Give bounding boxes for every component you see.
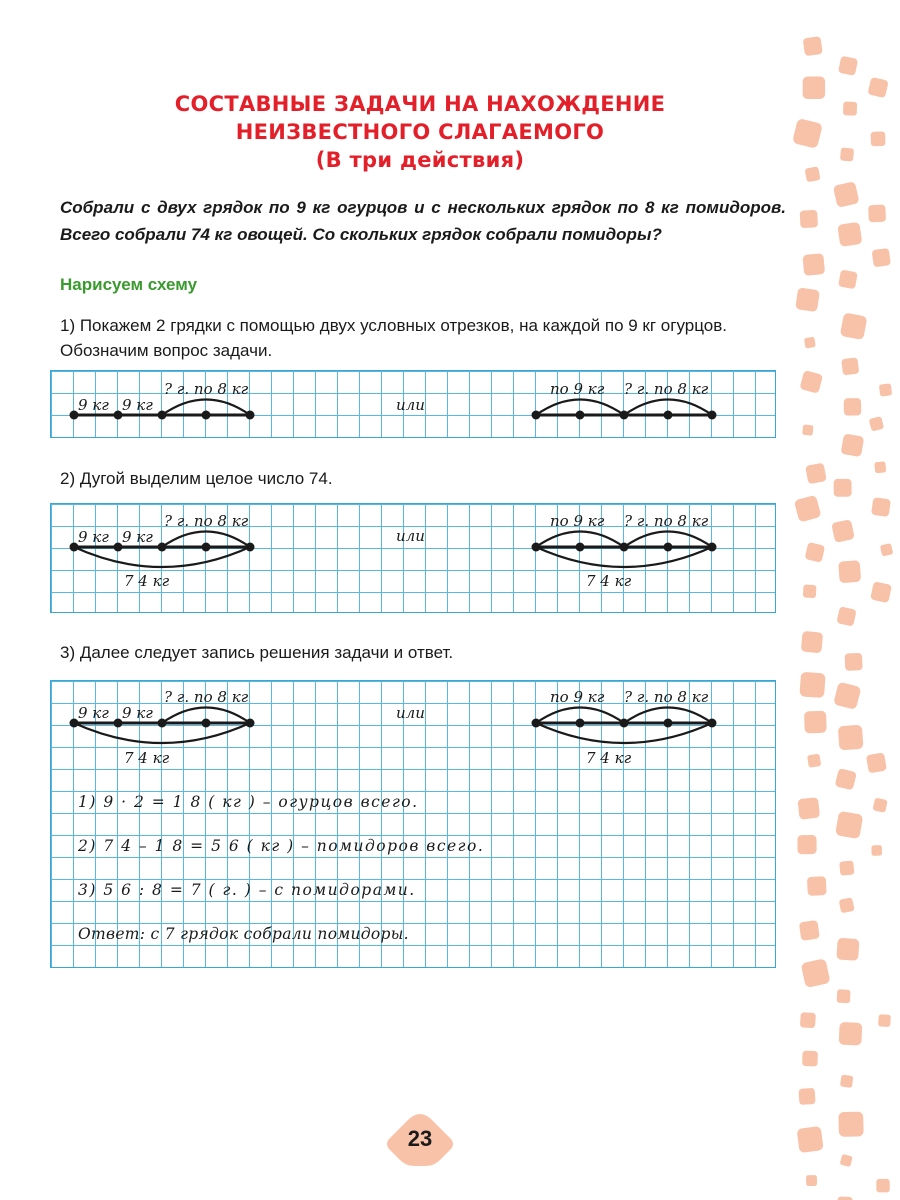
decoration-tile (834, 479, 852, 497)
page-title-line-1: СОСТАВНЫЕ ЗАДАЧИ НА НАХОЖДЕНИЕ (174, 92, 666, 116)
diagram-1 (50, 370, 776, 438)
label-9kg-a: 9 кг (78, 528, 109, 546)
decoration-tile (869, 416, 884, 431)
decoration-tile (838, 56, 858, 76)
decoration-tile (795, 287, 820, 312)
label-po-9kg: по 9 кг (550, 512, 605, 530)
decoration-tile (797, 835, 816, 854)
decoration-tile (801, 631, 823, 653)
decoration-tile (833, 181, 860, 208)
decoration-tile (838, 1112, 863, 1137)
decoration-tile (798, 1088, 815, 1105)
decoration-tile (801, 958, 831, 988)
page-number-badge (380, 1108, 460, 1178)
diagram-2 (50, 503, 776, 613)
decoration-tile (872, 248, 891, 267)
label-9kg-a: 9 кг (78, 396, 109, 414)
label-right-question: ? г. по 8 кг (624, 688, 709, 706)
decoration-tile (792, 118, 823, 149)
step-3-text: 3) Далее следует запись решения задачи и ответ. (60, 643, 454, 662)
decoration-tile (835, 768, 857, 790)
decoration-tile (845, 653, 863, 671)
decoration-tile (807, 754, 821, 768)
label-total-right: 7 4 кг (586, 572, 632, 590)
label-total: 7 4 кг (124, 749, 170, 767)
decoration-tile (871, 131, 886, 146)
label-right-question: ? г. по 8 кг (624, 380, 709, 398)
decoration-tile (837, 222, 862, 247)
side-decoration (790, 0, 900, 1200)
decoration-tile (799, 370, 823, 394)
label-question: ? г. по 8 кг (164, 512, 249, 530)
decoration-tile (876, 1179, 890, 1193)
decoration-tile (841, 357, 859, 375)
decoration-tile (836, 606, 856, 626)
decoration-tile (837, 989, 851, 1003)
decoration-tile (800, 210, 818, 228)
decoration-tile (843, 101, 857, 115)
decoration-tile (844, 398, 862, 416)
decoration-tile (838, 725, 864, 751)
decoration-tile (839, 897, 855, 913)
decoration-tile (804, 337, 816, 349)
decoration-tile (802, 424, 813, 435)
decoration-tile (794, 495, 822, 523)
page-title-line-2: НЕИЗВЕСТНОГО СЛАГАЕМОГО (235, 120, 605, 144)
decoration-tile (803, 77, 826, 100)
label-question: ? г. по 8 кг (164, 380, 249, 398)
decoration-tile (805, 542, 826, 563)
decoration-tile (841, 433, 865, 457)
decoration-tile (805, 166, 821, 182)
decoration-tile (868, 204, 886, 222)
decoration-tile (800, 1012, 816, 1028)
decoration-tile (879, 383, 892, 396)
decoration-tile (806, 1175, 817, 1186)
decoration-tile (840, 1154, 853, 1167)
step-1-text: 1) Покажем 2 грядки с помощью двух условных отрезков, на каждой по 9 кг огурцов. Обозначим вопрос задачи. (60, 316, 727, 360)
decoration-tile (840, 147, 854, 161)
decoration-tile (803, 36, 823, 56)
decoration-tile (873, 798, 888, 813)
decoration-tile (874, 461, 886, 473)
decoration-tile (805, 463, 827, 485)
decoration-tile (802, 253, 825, 276)
solution-line-2: 2) 7 4 – 1 8 = 5 6 ( кг ) – помидоров всего. (78, 837, 485, 855)
label-or: или (396, 704, 425, 722)
decoration-tile (871, 845, 882, 856)
decoration-tile (799, 920, 820, 941)
decoration-tile (838, 560, 861, 583)
step-2-text: 2) Дугой выделим целое число 74. (60, 469, 333, 488)
decoration-tile (878, 1014, 891, 1027)
decoration-tile (803, 584, 817, 598)
decoration-tile (867, 77, 888, 98)
label-total-right: 7 4 кг (586, 749, 632, 767)
decoration-tile (831, 519, 855, 543)
label-right-question: ? г. по 8 кг (624, 512, 709, 530)
label-9kg-b: 9 кг (122, 396, 153, 414)
solution-line-3: 3) 5 6 : 8 = 7 ( г. ) – с помидорами. (78, 881, 416, 899)
label-9kg-a: 9 кг (78, 704, 109, 722)
page-number: 23 (407, 1126, 433, 1151)
decoration-tile (871, 497, 891, 517)
decoration-tile (880, 543, 893, 556)
page-title-line-3: (В три действия) (315, 148, 525, 172)
decoration-tile (836, 938, 859, 961)
decoration-tile (840, 1075, 853, 1088)
decoration-tile (799, 672, 825, 698)
decoration-tile (839, 861, 854, 876)
subheading: Нарисуем схему (60, 275, 198, 294)
decoration-tile (804, 711, 827, 734)
problem-text: Собрали с двух грядок по 9 кг огурцов и с нескольких грядок по 8 кг помидоров. Всего собрали 74 кг овощей. Со скольких грядок собрали помидоры? (60, 198, 786, 244)
label-question: ? г. по 8 кг (164, 688, 249, 706)
decoration-tile (798, 797, 821, 820)
decoration-tile (866, 752, 887, 773)
diagram-3 (50, 680, 776, 790)
label-po-9kg: по 9 кг (550, 688, 605, 706)
decoration-tile (838, 270, 858, 290)
decoration-tile (802, 1051, 818, 1067)
decoration-tile (807, 876, 827, 896)
solution-line-1: 1) 9 · 2 = 1 8 ( кг ) – огурцов всего. (78, 793, 419, 811)
decoration-tile (833, 682, 861, 710)
decoration-tile (837, 1196, 852, 1200)
label-9kg-b: 9 кг (122, 528, 153, 546)
label-or: или (396, 527, 425, 545)
decoration-tile (797, 1126, 824, 1153)
decoration-tile (870, 581, 892, 603)
answer-line: Ответ: с 7 грядок собрали помидоры. (78, 925, 409, 943)
decoration-tile (835, 811, 863, 839)
decoration-tile (840, 312, 868, 340)
decoration-tile (839, 1022, 863, 1046)
label-total: 7 4 кг (124, 572, 170, 590)
label-9kg-b: 9 кг (122, 704, 153, 722)
label-po-9kg: по 9 кг (550, 380, 605, 398)
label-or: или (396, 396, 425, 414)
